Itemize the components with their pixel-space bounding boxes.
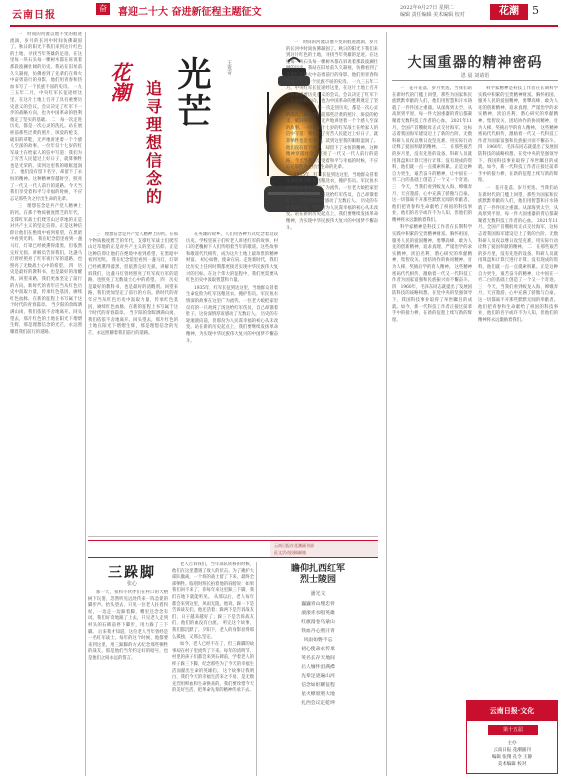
column-divider xyxy=(256,562,257,776)
column-divider xyxy=(386,32,387,776)
issue-editors: 编辑 责任编辑 美术编辑 校对 xyxy=(400,12,465,18)
story-paragraph: 如今，老人已经不在了，但三跺脚的故事却在村子里流传了下来。每年的清明节，村里的孩子们都会来到石碑前，学着老人的样子跺三下脚，纪念那些为了今天的幸福生活而献出生命的英雄们。 这个故事让我明白，我们今天的幸福生活来之不易，是无数先烈用鲜血和生命换来的。我们要珍惜今天的美好生活，把革命先辈的精神传承下去。 xyxy=(172,642,254,694)
feature-kicker xyxy=(108,62,130,110)
feature-column-1 xyxy=(88,232,178,532)
poem-line: 英名长存天地间 xyxy=(301,656,335,661)
section-badge: 花潮 xyxy=(490,4,528,20)
corner-line: 主办 xyxy=(507,741,517,746)
poem-line: 红旗漫卷乌蒙山 xyxy=(301,620,335,625)
poem-line: 风雨如磐不忘 xyxy=(303,638,333,643)
poem-line: 后人缅怀泪满襟 xyxy=(301,665,335,670)
header-rule xyxy=(10,25,558,27)
right-column-2 xyxy=(478,86,558,694)
issue-date: 2022年9月27日 星期二 xyxy=(400,5,454,11)
corner-line: 编辑 张翔 孔令 王静 xyxy=(491,755,533,760)
feature-title-big: 光芒 xyxy=(171,56,211,130)
poem-line: 滚滚赤水唱英雄 xyxy=(301,611,335,616)
right-article-rule xyxy=(392,80,558,81)
poem-line: 先辈足迹遍山河 xyxy=(301,674,335,679)
story-byline: 张心 xyxy=(126,581,137,587)
poem-line: 巍巍青山埋忠骨 xyxy=(301,602,335,607)
article-paragraph: 1935年，红军长征到达这里，当地群众冒着生命危险为红军送粮送衣，掩护伤员。军民鱼水情深的故事在这里广为流传。一位老大娘把家里仅有的一只鸡炖了汤送给红军伤员，自己却饿着肚子。这份深情厚谊感动了无数后人。 历史的车轮滚滚向前，但那份为人民谋幸福的初心从未改变。站在新的历史起点上，我们要继续发扬革命精神，为实现中华民族伟大复兴的中国梦不懈奋斗。 xyxy=(186,285,278,344)
right-article-title: 大国重器的精神密码 xyxy=(407,55,543,71)
article-paragraph: 一 花开花落，岁月更迭。当我们站在新时代的门槛上回望，那些为国家和民族默默奉献的人们，他们用智慧和汗水铸就了一件件国之重器。从深海到太空，从高原到平原，每一件大国重器的背后都凝聚着无数科技工作者的心血。 2021年11月，全国产首艘航母正式交付海军，这标志着我国海军建设迈上了新的台阶。无数科研人员夜以继日攻坚克难，用实际行动诠释了爱国奉献的精神。 二 在那些艰苦的岁月里，没有先进的设备，科研人员就用算盘和计算尺进行计算；没有现成的资料，他们就一点一点摸索积累。正是这种自力更生、艰苦奋斗的精神，让中国在一穷二白的基础上创造了一个又一个奇迹。 三 今天，当我们看到蛟龙入海、嫦娥奔月、天宫遨游，心中充满了骄傲与自豪。这一切都离不开那些默默无闻的奉献者。他们把青春和生命献给了祖国的科技事业，他们的名字或许不为人知，但他们的精神将永远激励着我们。 xyxy=(392,86,472,223)
poem-body xyxy=(262,600,374,708)
feature-title-vertical: 追寻理想信念的 xyxy=(145,79,162,206)
corner-line: 美术编辑 校对 xyxy=(497,762,527,767)
story-paragraph: 那一天，我和小伙伴们在村口的大榕树下玩耍，忽然听见远处传来一阵急促的脚步声。抬头望去，只见一位老人拄着拐杖，一边走一边跺着脚，嘴里还念念有词。我们好奇地跟了上去，只见老人走到村头的石碑前停下脚步，用力跺了三下脚。 后来我才知道，这位老人当年曾经是一名红军战士。每年的这个时候，他都要来到这里，用三跺脚的方式纪念那些牺牲的战友。那是他们当年约定好的暗号，也是他们之间永远的誓言。 xyxy=(88,590,168,661)
poem-title xyxy=(258,564,378,586)
feature-author: 王贵奇 xyxy=(226,60,232,75)
article-paragraph: 科学家精神是科技工作者在长期科学实践中积累的宝贵精神财富。胸怀祖国、服务人民的爱国精神，勇攀高峰、敢为人先的创新精神，追求真理、严谨治学的求实精神，淡泊名利、潜心研究的奉献精神，集智攻关、团结协作的协同精神，甘为人梯、奖掖后学的育人精神。 这些精神密码代代相传，激励着一代又一代科技工作者为国家富强和民族振兴而不懈奋斗。四 1960年，毛泽东同志就提出了发展国防科技的战略构想。在党中央的坚强领导下，我国科技事业取得了举世瞩目的成就。如今，新一代科技工作者正接过前辈手中的接力棒，在新的征程上续写新的辉煌。 xyxy=(478,86,558,184)
article-paragraph: 一 时间的河流以他不变的痕迹流淌，岁月的长河中时间仿佛凝固了。秋日的阳光下我们来到这片红色的土地，寻找当年英雄的足迹。在这里每一块石头每一棵树木都在诉说着那段波澜壮阔的历史。我站在旧址前久久凝视，仿佛看到了先辈们在烽火中奋勇前行的身影，他们用青春和热血书写了一个民族不屈的史诗。 一九三五年二月，中央红军长征途经这里，在这片土地上召开了具有重要历史意义的会议。会议决定了红军下一步的战略方向，也为中国革命的胜利奠定了坚实的基础。 二 每一次走进历史，都是一次心灵的洗礼。站在展柜前那些泛黄的照片、斑驳的枪支、破旧的草鞋，无声地讲述着一个个感人至深的故事。一位年仅十七岁的红军战士在给家人的信中写道：我们为了穷苦人民能过上好日子，就算牺牲也是光荣的。读到这里我的眼眶湿润了。 他们没有留下名字，却留下了永恒的精神。这种精神穿越时空，照亮了一代又一代人前行的道路。今天当我们享受着和平与幸福的时候，不应忘记那些为之付出生命的先辈。 xyxy=(286,40,378,171)
corner-sub: 第十五届 xyxy=(488,725,538,735)
article-paragraph: 一 时间的河流以他不变的痕迹流淌，岁月的长河中时间仿佛凝固了。秋日的阳光下我们来到这片红色的土地，寻找当年英雄的足迹。在这里每一块石头每一棵树木都在诉说着那段波澜壮阔的历史。我站在旧址前久久凝视，仿佛看到了先辈们在烽火中奋勇前行的身影，他们用青春和热血书写了一个民族不屈的史诗。 一九三五年二月，中央红军长征途经这里，在这片土地上召开了具有重要历史意义的会议。会议决定了红军下一步的战略方向，也为中国革命的胜利奠定了坚实的基础。 二 每一次走进历史，都是一次心灵的洗礼。站在展柜前那些泛黄的照片、斑驳的枪支、破旧的草鞋，无声地讲述着一个个感人至深的故事。一位年仅十七岁的红军战士在给家人的信中写道：我们为了穷苦人民能过上好日子，就算牺牲也是光荣的。读到这里我的眼眶湿润了。 他们没有留下名字，却留下了永恒的精神。这种精神穿越时空，照亮了一代又一代人前行的道路。今天当我们享受着和平与幸福的时候，不应忘记那些为之付出生命的先辈。 xyxy=(10,32,82,202)
issue-meta xyxy=(400,5,480,19)
article-paragraph: 1935年，红军长征到达这里，当地群众冒着生命危险为红军送粮送衣，掩护伤员。军民鱼水情深的故事在这里广为流传。一位老大娘把家里仅有的一只鸡炖了汤送给红军伤员，自己却饿着肚子。这份深情厚谊感动了无数后人。 历史的车轮滚滚向前，但那份为人民谋幸福的初心从未改变。站在新的历史起点上，我们要继续发扬革命精神，为实现中华民族伟大复兴的中国梦不懈奋斗。 xyxy=(286,172,378,231)
story-paragraph: 老人告诉我们，当年部队转移的时候，他们在这里遭遇了敌人的伏击。为了掩护大部队撤离，一个班的战士留了下来，最终全部牺牲。临别时班长拍着他的肩膀说：如果我们回不来了，你每年来这里跺三下脚，我们在地下就能听见。 从那以后，老人每年都会来到这里，风雨无阻。他说，跺一下是告诉战友们，他还活着；跺两下是告诉战友们，日子越来越好了；跺三下是告诉战友们，他们的血没有白流。 听完这个故事，我们都沉默了。夕阳下，老人的身影显得那么孤独，又那么坚定。 xyxy=(172,562,254,640)
story-column-2 xyxy=(172,562,254,776)
column-divider xyxy=(85,32,86,776)
poem-line: 初心使命永传承 xyxy=(301,647,335,652)
poem-byline: 潘光文 xyxy=(310,591,326,597)
poem-line: 铁血丹心照汗青 xyxy=(301,629,335,634)
right-article-byline: 恩 晨 刘请语 xyxy=(460,73,490,79)
section-divider xyxy=(88,536,378,537)
right-column-1 xyxy=(392,86,472,776)
article-paragraph: 一 花开花落，岁月更迭。当我们站在新时代的门槛上回望，那些为国家和民族默默奉献的人们，他们用智慧和汗水铸就了一件件国之重器。从深海到太空，从高原到平原，每一件大国重器的背后都凝聚着无数科技工作者的心血。 2021年11月，全国产首艘航母正式交付海军，这标志着我国海军建设迈上了新的台阶。无数科研人员夜以继日攻坚克难，用实际行动诠释了爱国奉献的精神。 二 在那些艰苦的岁月里，没有先进的设备，科研人员就用算盘和计算尺进行计算；没有现成的资料，他们就一点一点摸索积累。正是这种自力更生、艰苦奋斗的精神，让中国在一穷二白的基础上创造了一个又一个奇迹。 三 今天，当我们看到蛟龙入海、嫦娥奔月、天宫遨游，心中充满了骄傲与自豪。这一切都离不开那些默默无闻的奉献者。他们把青春和生命献给了祖国的科技事业，他们的名字或许不为人知，但他们的精神将永远激励着我们。 xyxy=(478,185,558,323)
article-paragraph: 三 理想信念是共产党人精神上的钙。在那个物质极度匮乏的年代，支撑红军战士们爬雪山过草地的正是对共产主义的坚定信仰。正是这种信仰让他们在绝境中看到希望，在黑暗中看到光明。 我在纪念馆里看到一盏马灯，灯罩已经被熏得漆黑，但依然完好无损。讲解员告诉我们，这盏马灯曾经照亮了红军夜行军的道路，也照亮了无数战士心中的希望。 四 历史是最好的教科书，也是最好的清醒剂。回望来路，我们更加坚定了前行的方向。新时代的青年应当从红色历史中汲取力量，传承红色基因，赓续红色血脉，在新的征程上书写属于这个时代的青春篇章。 当夕阳的余晖洒满山岗，我们依依不舍地离开。回头望去，那片红色的土地在阳光下熠熠生辉，那是理想信念的光芒，永远照耀着我们前行的道路。 xyxy=(88,232,178,336)
banner-ad-line: 征文活动投稿邮箱 xyxy=(274,550,306,555)
banner-ad-line: 云南日报社花潮副刊部 xyxy=(274,543,314,548)
newspaper-logo: 云南日报 xyxy=(12,10,56,21)
feature-column-3 xyxy=(286,40,378,532)
banner-text: 喜迎二十大 奋进新征程主题征文 xyxy=(118,7,262,18)
corner-line: 云南日报 花潮副刊 xyxy=(493,748,531,753)
feature-kicker-text: 花潮 xyxy=(107,62,131,102)
article-paragraph: 科学家精神是科技工作者在长期科学实践中积累的宝贵精神财富。胸怀祖国、服务人民的爱国精神，勇攀高峰、敢为人先的创新精神，追求真理、严谨治学的求实精神，淡泊名利、潜心研究的奉献精神，集智攻关、团结协作的协同精神，甘为人梯、奖掖后学的育人精神。 这些精神密码代代相传，激励着一代又一代科技工作者为国家富强和民族振兴而不懈奋斗。四 1960年，毛泽东同志就提出了发展国防科技的战略构想。在党中央的坚强领导下，我国科技事业取得了举世瞩目的成就。如今，新一代科技工作者正接过前辈手中的接力棒，在新的征程上续写新的辉煌。 xyxy=(392,225,472,323)
article-paragraph: 在英雄的故乡，人们用各种方式纪念着这段历史。学校里孩子们听老人讲述红军的故事，村口的老槐树下人们传唱着当年的歌谣。这些故事和歌谣代代相传，成为这片土地上最珍贵的精神财富。 初心如磐，使命在肩。走进新时代，我们比历史上任何时期都更接近实现中华民族伟大复兴的目标。在这个伟大的征程中，我们更需要从红色历史中汲取智慧和力量。 xyxy=(186,232,278,284)
banner-ad xyxy=(270,541,378,557)
page-number: 5 xyxy=(532,4,539,17)
poem-line: 扎西会议定乾坤 xyxy=(301,701,335,706)
story-title: 三跺脚 xyxy=(108,565,156,581)
column-left xyxy=(10,32,82,732)
banner-mark: 奋 xyxy=(96,3,110,15)
corner-head: 云南日报·文化 xyxy=(467,701,557,721)
corner-editors xyxy=(470,740,554,768)
article-paragraph: 三 理想信念是共产党人精神上的钙。在那个物质极度匮乏的年代，支撑红军战士们爬雪山过草地的正是对共产主义的坚定信仰。正是这种信仰让他们在绝境中看到希望，在黑暗中看到光明。 我在纪念馆里看到一盏马灯，灯罩已经被熏得漆黑，但依然完好无损。讲解员告诉我们，这盏马灯曾经照亮了红军夜行军的道路，也照亮了无数战士心中的希望。 四 历史是最好的教科书，也是最好的清醒剂。回望来路，我们更加坚定了前行的方向。新时代的青年应当从红色历史中汲取力量，传承红色基因，赓续红色血脉，在新的征程上书写属于这个时代的青春篇章。 当夕阳的余晖洒满山岗，我们依依不舍地离开。回头望去，那片红色的土地在阳光下熠熠生辉，那是理想信念的光芒，永远照耀着我们前行的道路。 xyxy=(10,204,82,335)
poem-title-line: 烈士陵园 xyxy=(299,575,336,585)
poem-line: 星火燎原照大地 xyxy=(301,692,335,697)
poem-title-line: 瞻仰扎西红军 xyxy=(290,564,345,574)
feature-column-2 xyxy=(186,232,278,532)
poem-line: 信念如炬耀征程 xyxy=(301,683,335,688)
story-column-1 xyxy=(88,590,168,776)
